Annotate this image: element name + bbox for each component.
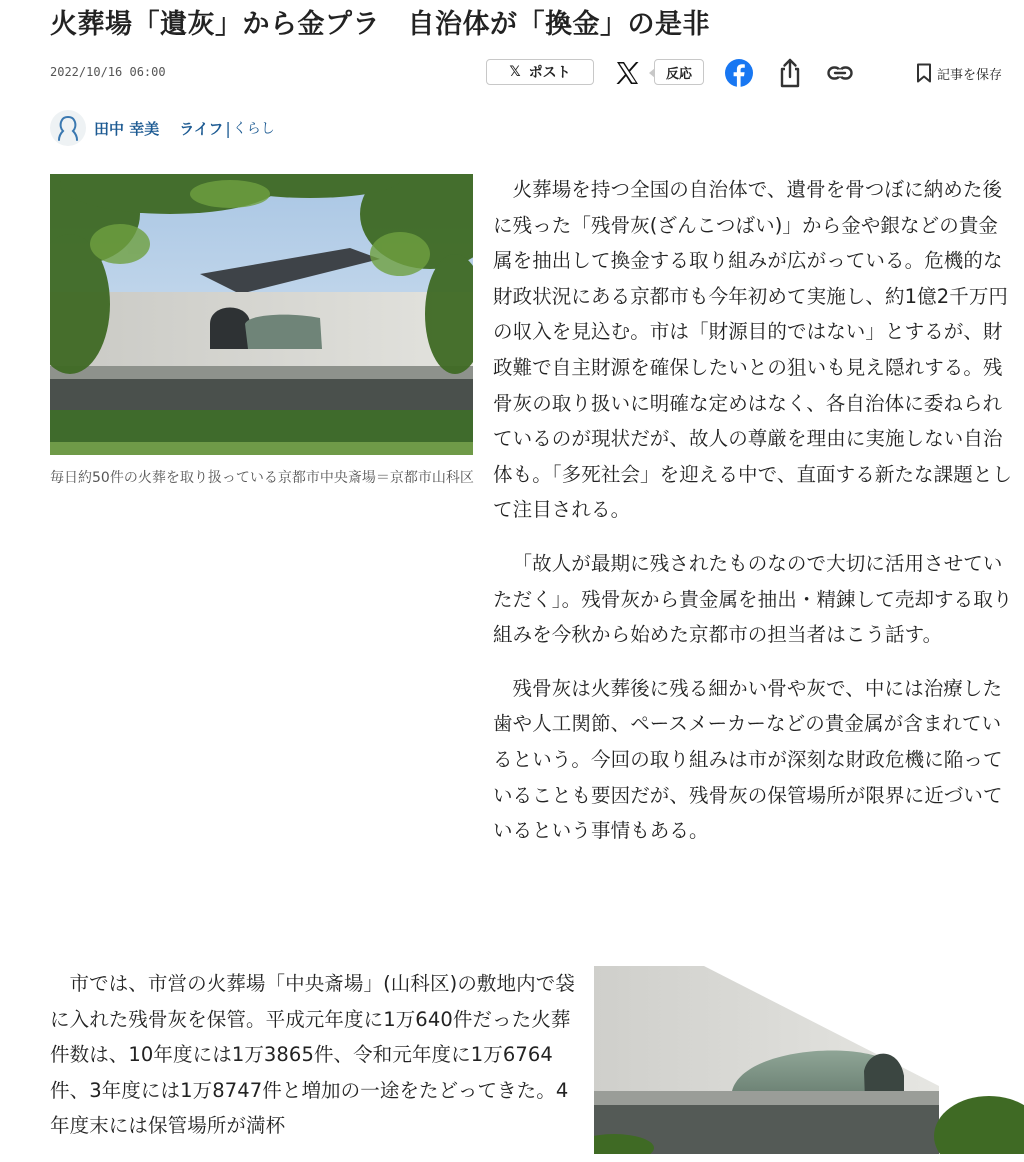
facebook-icon[interactable]	[724, 58, 754, 88]
x-small-icon: 𝕏	[509, 64, 521, 80]
reaction-button[interactable]	[654, 59, 704, 85]
share-bar	[0, 56, 1024, 90]
paragraph: 火葬場を持つ全国の自治体で、遺骨を骨つぼに納めた後に残った「残骨灰(ざんこつばい)」から金や銀などの貴金属を抽出して換金する取り組みが広がっている。危機的な財政状況にある京都市も今年初めて実施し、約1億2千万円の収入を見込む。市は「財源目的ではない」とするが、財政難で自主財源を確保したいとの狙いも見え隠れする。残骨灰の取り扱いに明確な定めはなく、各自治体に委ねられているのが現状だが、故人の尊厳を理由に実施しない自治体も。「多死社会」を迎える中で、直面する新たな課題として注目される。	[493, 178, 1013, 522]
article-photo-crematorium-closeup[interactable]	[594, 966, 1024, 1154]
article-body-continued	[50, 966, 578, 1162]
link-icon[interactable]	[826, 62, 854, 84]
photo-caption: 毎日約50件の火葬を取り扱っている京都市中央斎場＝京都市山科区	[50, 470, 474, 486]
share-icon[interactable]	[776, 57, 804, 89]
article-title: 火葬場「遺灰」から金プラ 自治体が「換金」の是非	[50, 9, 710, 40]
paragraph: 「故人が最期に残されたものなので大切に活用させていただく」。残骨灰から貴金属を抽出・精錬して売却する取り組みを今秋から始めた京都市の担当者はこう話す。	[493, 551, 1013, 647]
x-post-label: ポスト	[528, 65, 571, 81]
paragraph: 市では、市営の火葬場「中央斎場」(山科区)の敷地内で袋に入れた残骨灰を保管。平成元年度に1万640件だった火葬件数は、10年度には1万3865件、令和元年度に1万6764件、3年度には1万8747件と増加の一途をたどってきた。4年度末には保管場所が満杯	[50, 972, 575, 1138]
save-article-button[interactable]	[916, 61, 1002, 85]
category-separator: |	[225, 118, 231, 138]
paragraph: 残骨灰は火葬後に残る細かい骨や灰で、中には治療した歯や人工関節、ペースメーカーなどの貴金属が含まれているという。今回の取り組みは市が深刻な財政危機に陥っていることも要因だが、残骨灰の保管場所が限界に近づいているという事情もある。	[493, 676, 1003, 843]
article-photo-crematorium[interactable]	[50, 174, 473, 455]
save-label: 記事を保存	[937, 67, 1003, 83]
reaction-label: 反応	[665, 66, 692, 82]
category-link[interactable]: ライフ	[179, 119, 224, 138]
author-link[interactable]: 田中 幸美	[94, 119, 160, 138]
byline	[50, 108, 275, 148]
publish-date: 2022/10/16 06:00	[50, 65, 166, 79]
avatar[interactable]	[50, 110, 86, 146]
x-post-button[interactable]	[486, 59, 594, 85]
article-body-main	[493, 172, 1016, 867]
x-logo-icon[interactable]	[612, 58, 642, 88]
bookmark-icon	[916, 63, 932, 83]
avatar-icon	[56, 114, 80, 142]
subcategory-link[interactable]: くらし	[232, 121, 275, 137]
